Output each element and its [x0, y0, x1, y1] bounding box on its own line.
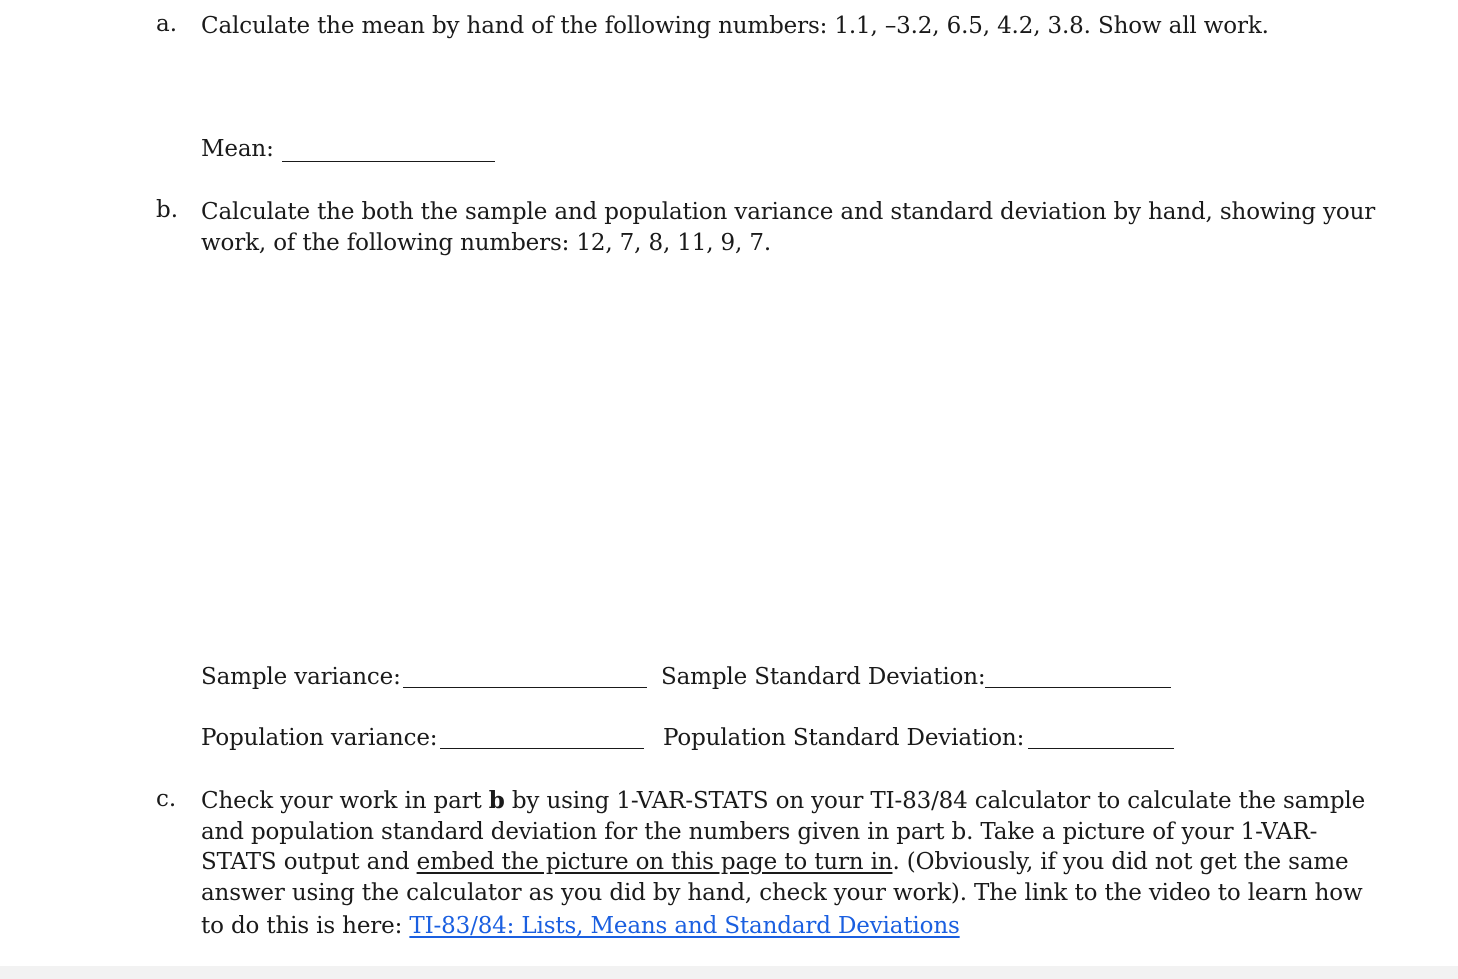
embed-instruction: embed the picture on this page to turn in: [416, 849, 893, 875]
part-c-line3: STATS output and embed the picture on this page to turn in. (Obviously, if you did not get the same: [201, 849, 1349, 875]
part-b-question-line2: work, of the following numbers: 12, 7, 8, 11, 9, 7.: [201, 230, 772, 256]
sample-variance-blank[interactable]: [403, 687, 647, 688]
population-sd-label: Population Standard Deviation:: [663, 725, 1025, 751]
part-c-line1: Check your work in part b by using 1-VAR-STATS on your TI-83/84 calculator to calculate the sample: [201, 787, 1366, 814]
part-b-label: b.: [156, 197, 179, 223]
sample-variance-label: Sample variance:: [201, 664, 401, 690]
part-a-question: Calculate the mean by hand of the following numbers: 1.1, –3.2, 6.5, 4.2, 3.8. Show all work.: [201, 13, 1269, 39]
part-b-question-line1: Calculate the both the sample and population variance and standard deviation by hand, showing your: [201, 199, 1376, 225]
part-c-line4: answer using the calculator as you did by hand, check your work). The link to the video to learn how: [201, 880, 1363, 906]
population-variance-blank[interactable]: [440, 748, 644, 749]
sample-sd-blank[interactable]: [985, 687, 1171, 688]
part-b-bold-ref: b: [488, 787, 505, 814]
mean-answer-blank[interactable]: [282, 161, 495, 162]
part-a-label: a.: [156, 11, 178, 37]
sample-sd-label: Sample Standard Deviation:: [661, 664, 986, 690]
video-link[interactable]: TI-83/84: Lists, Means and Standard Deviations: [409, 913, 960, 939]
part-c-line2: and population standard deviation for the numbers given in part b. Take a picture of your 1-VAR-: [201, 819, 1318, 845]
population-sd-blank[interactable]: [1028, 748, 1174, 749]
part-c-label: c.: [156, 786, 177, 812]
mean-label: Mean:: [201, 136, 274, 162]
part-c-line5: to do this is here: TI-83/84: Lists, Means and Standard Deviations: [201, 913, 960, 939]
bottom-bar: [0, 966, 1458, 979]
population-variance-label: Population variance:: [201, 725, 438, 751]
